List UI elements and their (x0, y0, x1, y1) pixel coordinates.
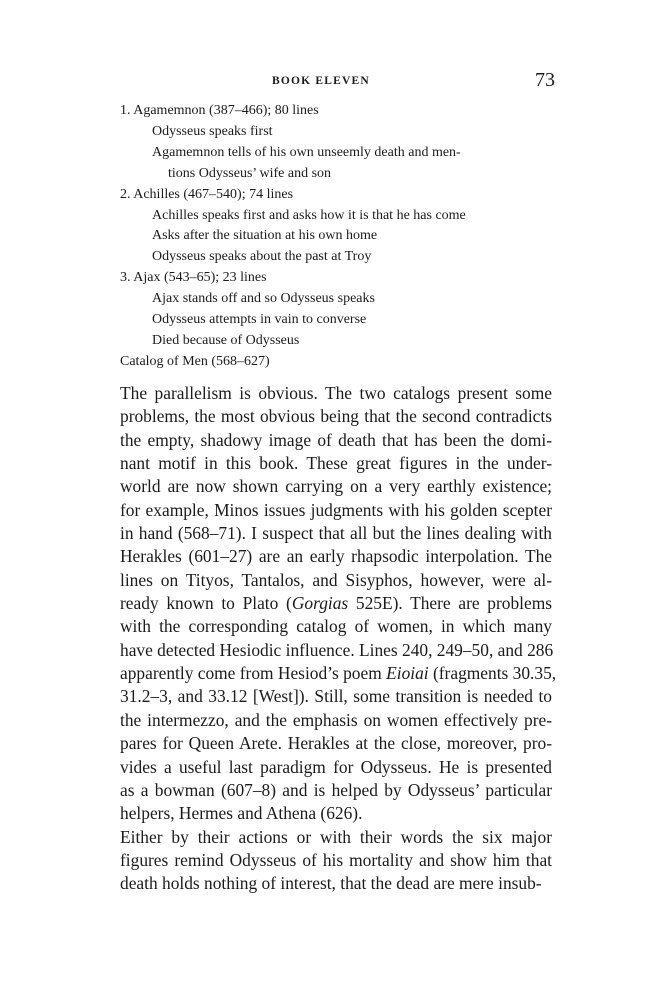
outline-line: Odysseus speaks about the past at Troy (152, 249, 372, 265)
text-line: the empty, shadowy image of death that has been the domi- (120, 429, 552, 450)
text-line: problems, the most obvious being that the second contradicts (120, 406, 552, 427)
text-line: pares for Queen Arete. Herakles at the close, moreover, pro- (120, 733, 552, 754)
text-line: lines on Tityos, Tantalos, and Sisyphos, however, were al- (120, 569, 552, 590)
outline-line: tions Odysseus’ wife and son (168, 165, 332, 181)
text-line: vides a useful last paradigm for Odysseus. He is presented (120, 756, 552, 777)
text-run: ready known to Plato ( (120, 593, 292, 614)
text-run: 525E). There are problems (348, 593, 552, 614)
italic-title: Gorgias (291, 593, 349, 614)
outline-line: Asks after the situation at his own home (152, 228, 378, 244)
text-line: the intermezzo, and the emphasis on women effectively pre- (120, 709, 552, 730)
page-number: 73 (535, 69, 555, 91)
text-line: have detected Hesiodic influence. Lines 240, 249–50, and 286 (120, 639, 554, 660)
outline-line: Odysseus attempts in vain to converse (152, 312, 367, 327)
body-text (120, 382, 557, 896)
outline-line: 3. Ajax (543–65); 23 lines (120, 270, 267, 286)
text-line: The parallelism is obvious. The two catalogs present some (120, 383, 552, 403)
paragraph-mortality (120, 826, 552, 896)
text-line: helpers, Hermes and Athena (626). (120, 803, 363, 824)
text-run: (fragments 30.35, (428, 663, 557, 684)
text-line: in hand (568–71). I suspect that all but the lines dealing with (120, 523, 552, 544)
text-line: world are now shown carrying on a very earthly existence; (120, 476, 552, 497)
running-head (0, 69, 650, 93)
text-line: with the corresponding catalog of women, in which many (120, 616, 552, 637)
outline-line: Ajax stands off and so Odysseus speaks (152, 291, 375, 307)
outline-line: Died because of Odysseus (152, 332, 300, 348)
outline-line: Odysseus speaks first (152, 123, 273, 139)
outline-line: Agamemnon tells of his own unseemly death and men- (152, 144, 461, 160)
text-run: apparently come from Hesiod’s poem (120, 663, 387, 684)
outline-line: 1. Agamemnon (387–466); 80 lines (120, 103, 319, 118)
italic-title: Eioiai (386, 663, 429, 684)
text-line: for example, Minos issues judgments with his golden scepter (120, 499, 552, 520)
outline-line: 2. Achilles (467–540); 74 lines (120, 186, 294, 202)
text-line: figures remind Odysseus of his mortality and show him that (120, 849, 552, 870)
text-line: death holds nothing of interest, that the dead are mere insub- (120, 873, 542, 894)
text-line: as a bowman (607–8) and is helped by Odysseus’ particular (120, 779, 552, 800)
text-line (120, 592, 552, 615)
running-title: BOOK ELEVEN (272, 75, 370, 87)
paragraph-parallelism (120, 382, 557, 826)
text-line (120, 662, 557, 685)
outline-line: Catalog of Men (568–627) (120, 353, 270, 369)
text-line: Herakles (601–27) are an early rhapsodic interpolation. The (120, 546, 552, 567)
text-line: nant motif in this book. These great figures in the under- (120, 453, 552, 474)
outline-line: Achilles speaks first and asks how it is that he has come (152, 207, 466, 223)
text-line: Either by their actions or with their words the six major (120, 826, 552, 847)
text-line: 31.2–3, and 33.12 [West]). Still, some transition is needed to (120, 686, 552, 707)
